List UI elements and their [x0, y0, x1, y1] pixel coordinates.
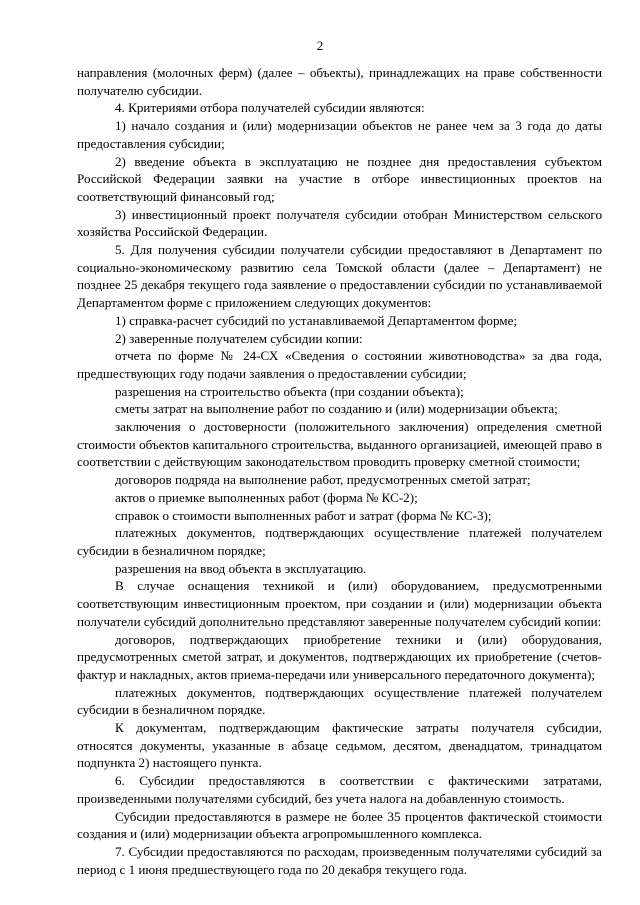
paragraph: заключения о достоверности (положительного заключения) определения сметной стоимости объектов капитального строительства, выданного организацией, имеющей право в соответствии с действующим законодательством проводить проверку сметной стоимости; [77, 419, 602, 470]
paragraph: 5. Для получения субсидии получатели субсидии предоставляют в Департамент по социально-экономическому развитию села Томской области (далее – Департамент) не позднее 25 декабря текущего года заявление о предоставлении субсидии по устанавливаемой Департаментом форме с приложением следующих документов: [77, 242, 602, 311]
paragraph: отчета по форме № 24-СХ «Сведения о состоянии животноводства» за два года, предшествующих году подачи заявления о предоставлении субсидии; [77, 348, 602, 381]
paragraph: платежных документов, подтверждающих осуществление платежей получателем субсидии в безналичном порядке. [77, 684, 602, 718]
paragraph: 3) инвестиционный проект получателя субсидии отобран Министерством сельского хозяйства Российской Федерации. [77, 206, 602, 240]
paragraph: В случае оснащения техникой и (или) оборудованием, предусмотренными соответствующим инвестиционным проектом, при создании и (или) модернизации объекта получатели субсидий дополнительно представляют заверенные получателем субсидий копии: [77, 578, 602, 629]
page-number: 2 [316, 38, 324, 53]
paragraph: 2) заверенные получателем субсидии копии: [115, 330, 363, 346]
paragraph: 1) справка-расчет субсидий по устанавливаемой Департаментом форме; [115, 312, 518, 328]
paragraph: Субсидии предоставляются в размере не более 35 процентов фактической стоимости создания и (или) модернизации объекта агропромышленного комплекса. [77, 808, 602, 842]
paragraph: договоров, подтверждающих приобретение техники и (или) оборудования, предусмотренных сметой затрат, и документов, подтверждающих их приобретение (счетов-фактур и накладных, актов приема-передачи или универсального передаточного документа); [77, 631, 602, 682]
paragraph: разрешения на ввод объекта в эксплуатацию. [115, 560, 367, 576]
document-body [77, 64, 602, 878]
paragraph: актов о приемке выполненных работ (форма № КС-2); [115, 489, 418, 505]
paragraph: 7. Субсидии предоставляются по расходам, произведенным получателями субсидий за период с 1 июня предшествующего года по 20 декабря текущего года. [77, 843, 602, 877]
paragraph: платежных документов, подтверждающих осуществление платежей получателем субсидии в безналичном порядке; [77, 525, 602, 558]
paragraph: сметы затрат на выполнение работ по созданию и (или) модернизации объекта; [115, 401, 558, 417]
paragraph: договоров подряда на выполнение работ, предусмотренных сметой затрат; [115, 472, 531, 488]
paragraph: направления (молочных ферм) (далее – объекты), принадлежащих на праве собственности получателю субсидии. [77, 65, 602, 98]
paragraph: справок о стоимости выполненных работ и затрат (форма № КС-3); [115, 507, 492, 523]
paragraph: 6. Субсидии предоставляются в соответствии с фактическими затратами, произведенными получателями субсидий, без учета налога на добавленную стоимость. [77, 773, 602, 806]
paragraph: 2) введение объекта в эксплуатацию не позднее дня предоставления субъектом Российской Федерации заявки на участие в отборе инвестиционных проектов на соответствующий финансовый год; [77, 153, 602, 204]
paragraph: 4. Критериями отбора получателей субсидии являются: [115, 100, 425, 116]
paragraph: разрешения на строительство объекта (при создании объекта); [115, 383, 464, 399]
paragraph: 1) начало создания и (или) модернизации объектов не ранее чем за 3 года до даты предоставления субсидии; [77, 118, 602, 151]
paragraph: К документам, подтверждающим фактические затраты получателя субсидии, относятся документы, указанные в абзаце седьмом, десятом, двенадцатом, тринадцатом подпункта 2) настоящего пункта. [77, 720, 602, 771]
